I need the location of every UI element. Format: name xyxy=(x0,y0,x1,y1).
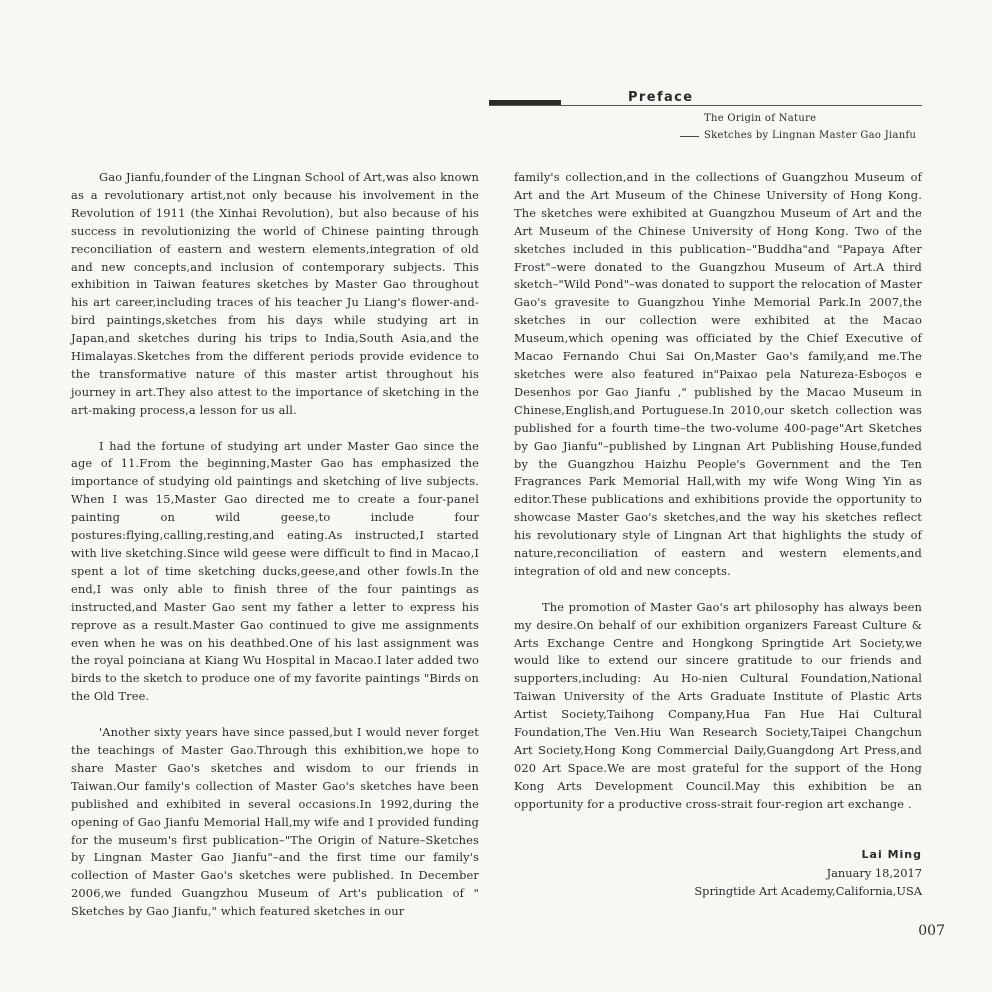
paragraph: The promotion of Master Gao's art philosophy has always been my desire.On behalf of our exhibition organizers Fareast Culture & Arts Exchange Centre and Hongkong Springtide Art Society,we would like to extend our sincere gratitude to our friends and supporters,including: Au Ho-nien Cultural Foundation,National Taiwan University of the Arts Graduate Institute of Plastic Arts Artist Society,Taihong Company,Hua Fan Hue Hai Cultural Foundation,The Ven.Hiu Wan Research Society,Taipei Changchun Art Society,Hong Kong Commercial Daily,Guangdong Art Press,and 020 Art Space.We are most grateful for the support of the Hong Kong Arts Development Council.May this exhibition be an opportunity for a productive cross-strait four-region art exchange . xyxy=(514,599,922,811)
right-column xyxy=(514,169,922,832)
header-thin-rule xyxy=(489,105,922,106)
signature-name: Lai Ming xyxy=(861,848,922,861)
signature-place: Springtide Art Academy,California,USA xyxy=(694,884,922,898)
signature-date: January 18,2017 xyxy=(826,866,922,880)
paragraph: 'Another sixty years have since passed,but I would never forget the teachings of Master Gao.Through this exhibition,we hope to share Master Gao's sketches and wisdom to our friends in Taiwan.Our family's collection of Master Gao's sketches have been published and exhibited in several occasions.In 1992,during the opening of Gao Jianfu Memorial Hall,my wife and I provided funding for the museum's first publication–"The Origin of Nature–Sketches by Lingnan Master Gao Jianfu"–and the first time our family's collection of Master Gao's sketches were published. In December 2006,we funded Guangzhou Museum of Art's publication of " Sketches by Gao Jianfu," which featured sketches in our xyxy=(71,725,479,919)
left-column xyxy=(71,169,479,939)
subtitle-line-1: The Origin of Nature xyxy=(704,113,817,124)
paragraph: family's collection,and in the collections of Guangzhou Museum of Art and the Art Museum of the Chinese University of Hong Kong. The sketches were exhibited at Guangzhou Museum of Art and the Art Museum of the Chinese University of Hong Kong. Two of the sketches included in this publication–"Buddha"and "Papaya After Frost"–were donated to the Guangzhou Museum of Art.A third sketch–"Wild Pond"–was donated to support the relocation of Master Gao's gravesite to Guangzhou Yinhe Memorial Park.In 2007,the sketches in our collection were exhibited at the Macao Museum,which opening was officiated by the Chief Executive of Macao Fernando Chui Sai On,Master Gao's family,and me.The sketches were also featured in"Paixao pela Natureza-Esboços e Desenhos por Gao Jianfu ," published by the Macao Museum in Chinese,English,and Portuguese.In 2010,our sketch collection was published for a fourth time–the two-volume 400-page"Art Sketches by Gao Jianfu"–published by Lingnan Art Publishing House,funded by the Guangzhou Haizhu People's Government and the Ten Fragrances Park Memorial Hall,with my wife Wong Wing Yin as editor.These publications and exhibitions provide the opportunity to showcase Master Gao's sketches,and the way his sketches reflect his revolutionary style of Lingnan Art that highlights the study of nature,reconciliation of eastern and western elements,and integration of old and new concepts. xyxy=(514,170,922,578)
subtitle-line-2: Sketches by Lingnan Master Gao Jianfu xyxy=(704,130,917,141)
page-title: Preface xyxy=(628,90,694,105)
paragraph: I had the fortune of studying art under Master Gao since the age of 11.From the beginning,Master Gao has emphasized the importance of studying old paintings and sketching of live subjects. When I was 15,Master Gao directed me to create a four-panel painting on wild geese,to include four postures:flying,calling,resting,and eating.As instructed,I started with live sketching.Since wild geese were difficult to find in Macao,I spent a lot of time sketching ducks,geese,and other fowls.In the end,I was only able to finish three of the four paintings as instructed,and Master Gao sent my father a letter to express his reprove as a result.Master Gao continued to give me assignments even when he was on his deathbed.One of his last assignment was the royal poinciana at Kiang Wu Hospital in Macao.I later added two birds to the sketch to produce one of my favorite paintings "Birds on the Old Tree. xyxy=(71,438,479,704)
paragraph: Gao Jianfu,founder of the Lingnan School of Art,was also known as a revolutionary artist,not only because his involvement in the Revolution of 1911 (the Xinhai Revolution), but also because of his success in revolutionizing the world of Chinese painting through reconciliation of eastern and western elements,integration of old and new concepts,and inclusion of contemporary subjects. This exhibition in Taiwan features sketches by Master Gao throughout his art career,including traces of his teacher Ju Liang's flower-and-bird paintings,sketches from his days while studying art in Japan,and sketches during his trips to India,South Asia,and the Himalayas.Sketches from the different periods provide evidence to the transformative nature of this master artist throughout his journey in art.They also attest to the importance of sketching in the art-making process,a lesson for us all. xyxy=(71,170,479,417)
subtitle-dash xyxy=(680,136,699,137)
page-number: 007 xyxy=(918,923,945,939)
